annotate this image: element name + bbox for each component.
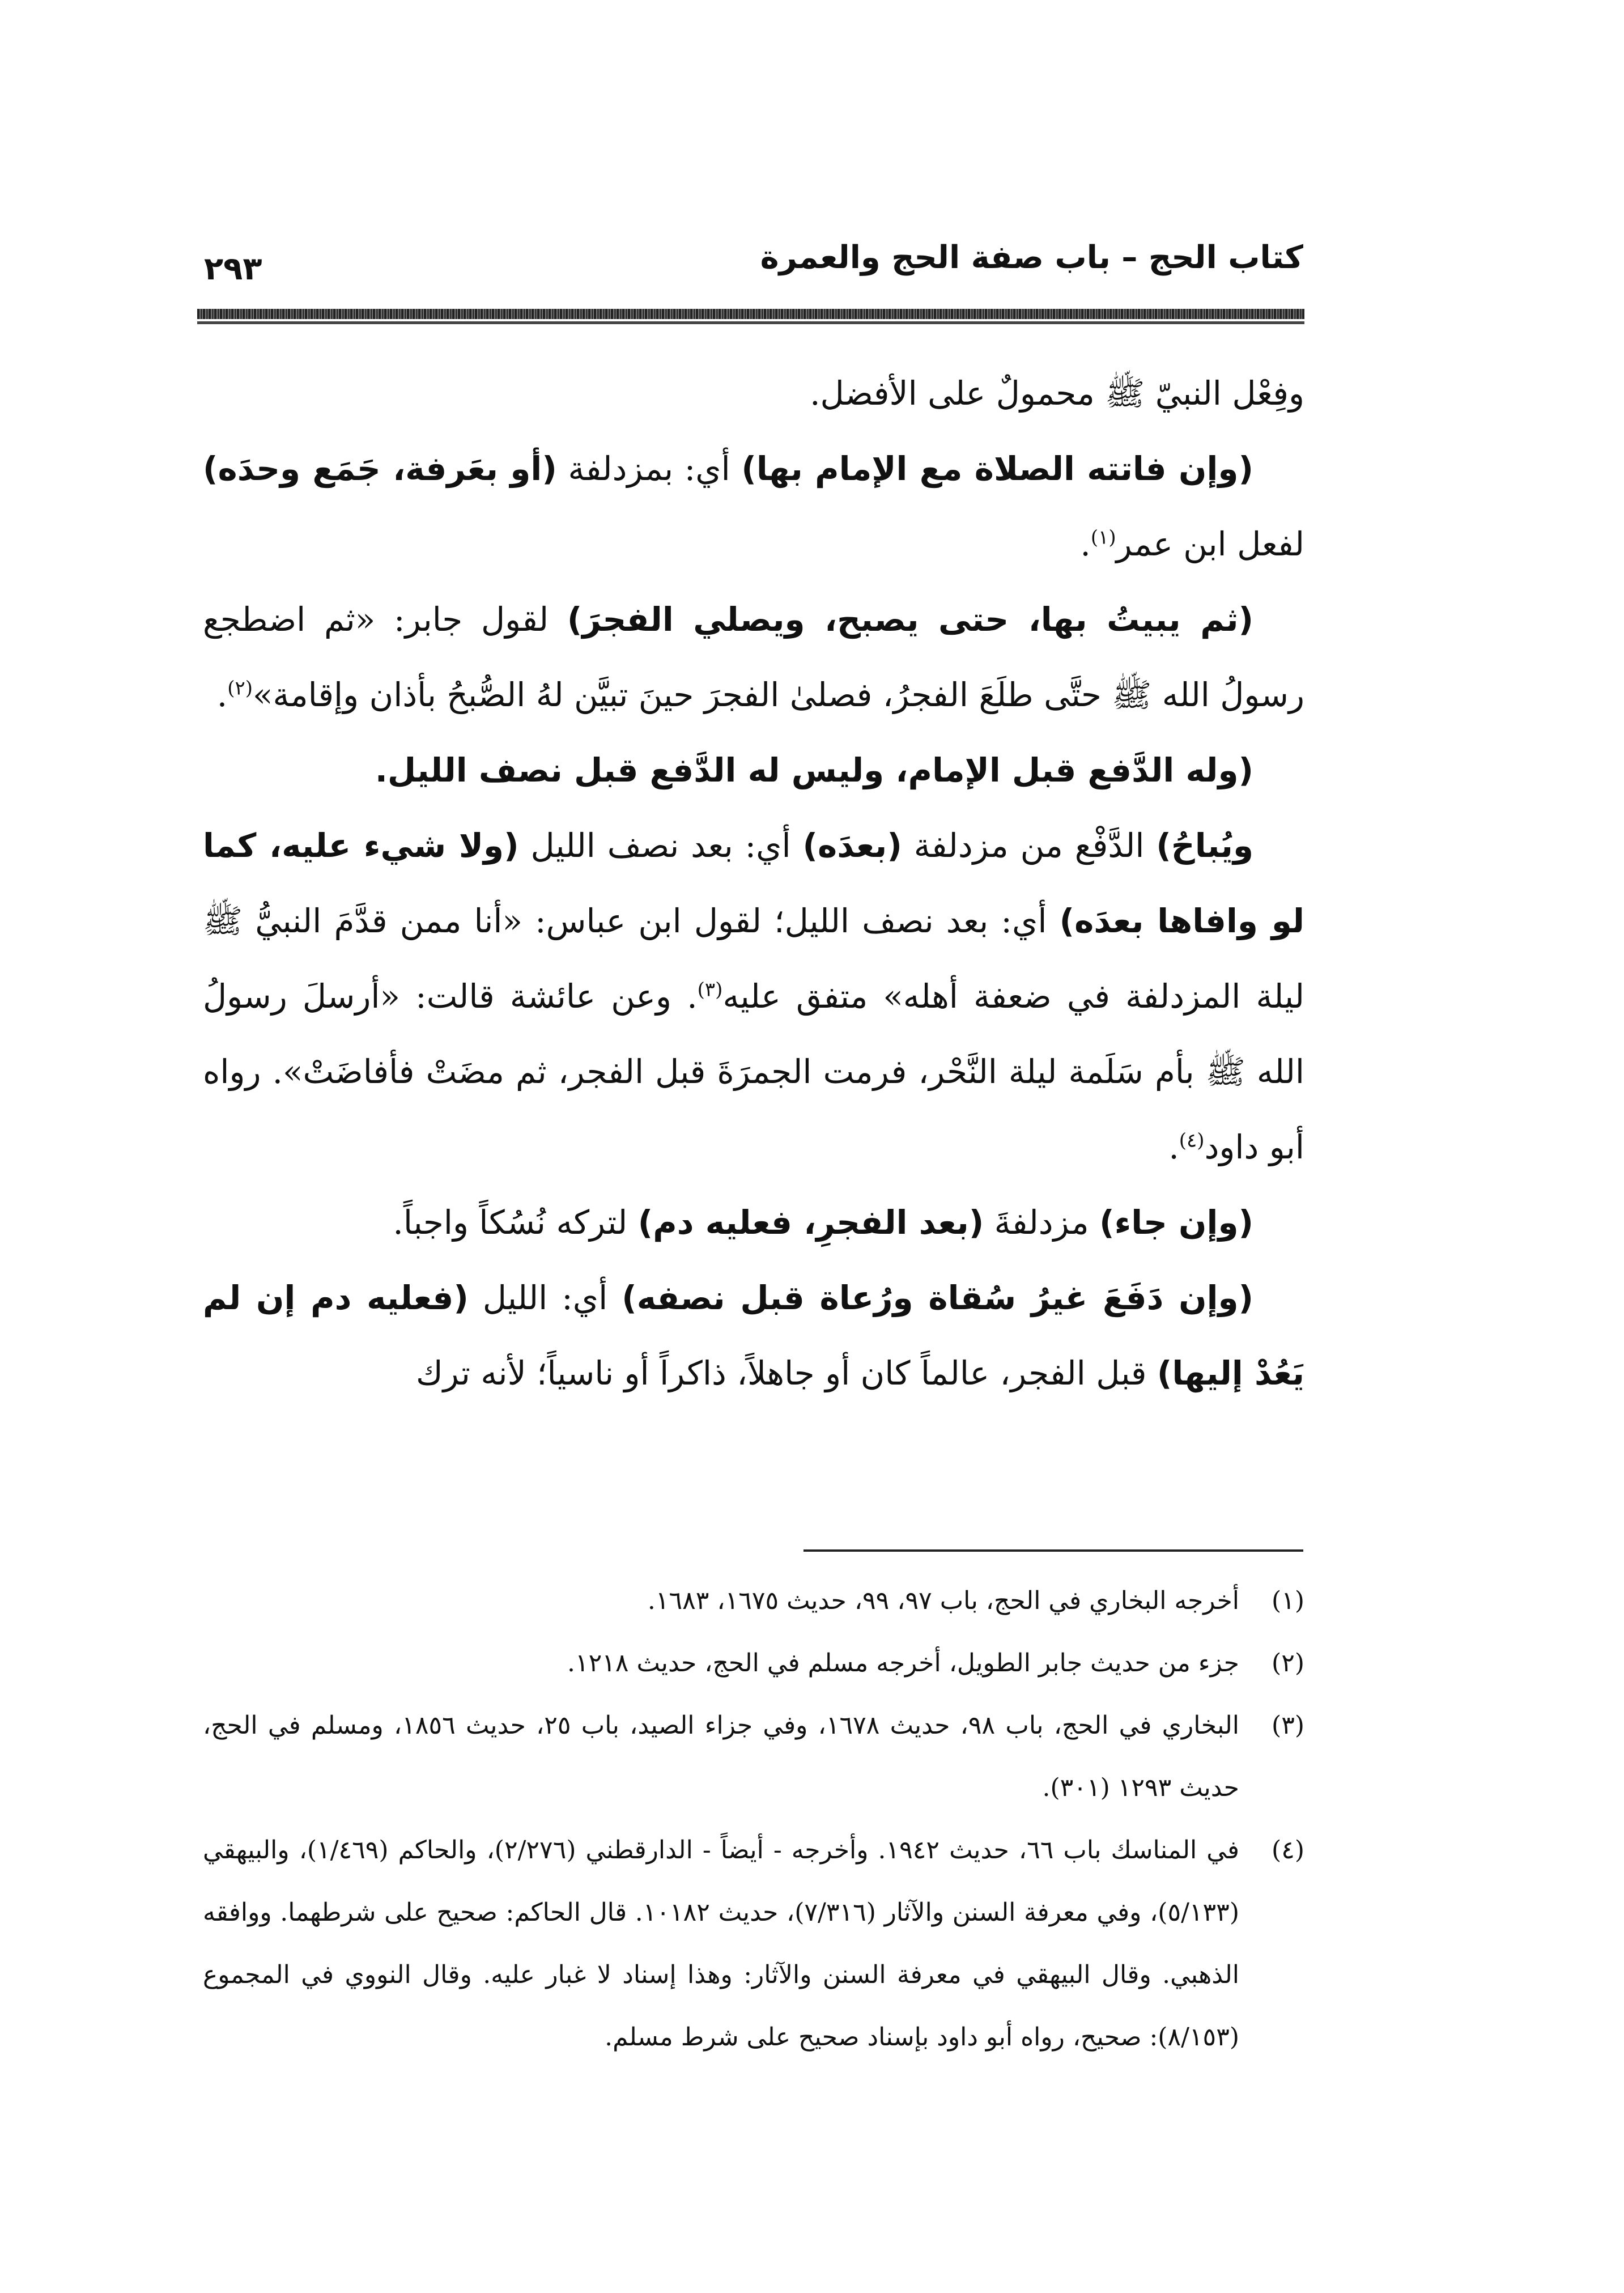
paragraph — [203, 582, 1304, 733]
footnote-number: (١) — [1272, 1586, 1304, 1615]
matn-text: (وإن فاتته الصلاة مع الإمام بها) — [741, 449, 1253, 488]
paragraph — [203, 356, 1304, 431]
sharh-text: أي: بمزدلفة — [556, 449, 742, 488]
matn-text: (وإن دَفَعَ غيرُ سُقاة ورُعاة قبل نصفه) — [622, 1279, 1254, 1317]
footnote-ref: (٢) — [227, 677, 253, 700]
sharh-text: . وعن عائشة قالت: «أرسلَ رسولُ الله ﷺ بأم سَلَمة ليلة النَّحْر، فرمت الجمرَةَ قبل الفجر، ثم مضَتْ فأفاضَتْ». رواه أبو داود — [203, 977, 1304, 1166]
chapter-title: كتاب الحج – باب صفة الحج والعمرة — [760, 239, 1303, 276]
paragraph — [203, 1185, 1304, 1260]
header-rule-thin — [197, 321, 1304, 324]
paragraph — [203, 733, 1304, 808]
paragraph — [203, 1260, 1304, 1411]
main-text — [203, 356, 1304, 1411]
sharh-text: لقول جابر: «ثم اضطجع رسولُ الله ﷺ حتَّى طلَعَ الفجرُ، فصلىٰ الفجرَ حينَ تبيَّن لهُ الصُّبحُ بأذان وإقامة» — [203, 600, 1304, 714]
sharh-text: أي: بعد نصف الليل؛ لقول ابن عباس: «أنا ممن قدَّمَ النبيُّ ﷺ ليلة المزدلفة في ضعفة أهله» متفق عليه — [203, 902, 1304, 1016]
matn-text: (بعدَه) — [802, 826, 902, 865]
footnote-text: في المناسك باب ٦٦، حديث ١٩٤٢. وأخرجه - أيضاً - الدارقطني (٢/٢٧٦)، والحاكم (١/٤٦٩)، والبيهقي (٥/١٣٣)، وفي معرفة السنن والآثار (٧/٣١٦)، حديث ١٠١٨٢. قال الحاكم: صحيح على شرطهما. ووافقه الذهبي. وقال البيهقي في معرفة السنن والآثار: وهذا إسناد لا غبار عليه. وقال النووي في المجموع (٨/١٥٣): صحيح، رواه أبو داود بإسناد صحيح على شرط مسلم. — [203, 1836, 1239, 2052]
footnote-number: (٤) — [1272, 1836, 1304, 1865]
text-run: وفِعْل النبيّ ﷺ محمولٌ على الأفضل. — [810, 374, 1304, 413]
matn-text: (ولا شيء عليه، كما لو وافاها بعدَه) — [203, 826, 1304, 940]
text-run: . — [1168, 1128, 1179, 1166]
sharh-text: لتركه نُسُكاً واجباً. — [393, 1203, 638, 1242]
matn-text: ويُباحُ) — [1156, 826, 1254, 865]
text-run: . — [216, 676, 228, 714]
text-run: . — [1080, 525, 1091, 563]
footnote-number: (٣) — [1272, 1711, 1305, 1740]
footnotes — [203, 1570, 1304, 2069]
matn-text: (وله الدَّفع قبل الإمام، وليس له الدَّفع قبل نصف الليل. — [375, 751, 1253, 789]
footnote-ref: (٤) — [1179, 1129, 1205, 1152]
footnote-text: أخرجه البخاري في الحج، باب ٩٧، ٩٩، حديث ١٦٧٥، ١٦٨٣. — [647, 1586, 1239, 1615]
footnote — [203, 1570, 1304, 1632]
sharh-text: أي: بعد نصف الليل — [518, 826, 803, 865]
header-rule — [197, 309, 1304, 319]
matn-text: (فعليه دم إن لم يَعُدْ إليها) — [203, 1279, 1304, 1392]
footnote-text: البخاري في الحج، باب ٩٨، حديث ١٦٧٨، وفي جزاء الصيد، باب ٢٥، حديث ١٨٥٦، ومسلم في الحج، حديث ١٢٩٣ (٣٠١). — [203, 1711, 1240, 1802]
footnote-number: (٢) — [1272, 1649, 1304, 1678]
footnote — [203, 1819, 1304, 2069]
running-header — [204, 237, 1303, 305]
sharh-text: قبل الفجر، عالماً كان أو جاهلاً، ذاكراً أو ناسياً؛ لأنه ترك — [415, 1354, 1157, 1392]
sharh-text: مزدلفةَ — [984, 1203, 1100, 1242]
sharh-text: الدَّفْع من مزدلفة — [902, 826, 1157, 865]
sharh-text: أي: الليل — [468, 1279, 622, 1317]
footnote — [203, 1632, 1304, 1695]
page-number: ٢٩٣ — [204, 250, 262, 287]
sharh-text: لفعل ابن عمر — [1116, 525, 1304, 563]
matn-text: (بعد الفجرِ، فعليه دم) — [637, 1203, 984, 1242]
matn-text: (وإن جاء) — [1099, 1203, 1253, 1242]
footnote-text: جزء من حديث جابر الطويل، أخرجه مسلم في الحج، حديث ١٢١٨. — [567, 1649, 1239, 1678]
footnote-separator — [804, 1549, 1303, 1552]
paragraph — [203, 431, 1304, 582]
footnote-ref: (١) — [1090, 526, 1116, 549]
footnote — [203, 1695, 1304, 1819]
matn-text: (أو بعَرفة، جَمَع وحدَه) — [203, 449, 557, 488]
paragraph — [203, 808, 1304, 1185]
matn-text: (ثم يبيتُ بها، حتى يصبح، ويصلي الفجرَ) — [567, 600, 1253, 639]
footnote-ref: (٣) — [697, 978, 723, 1001]
